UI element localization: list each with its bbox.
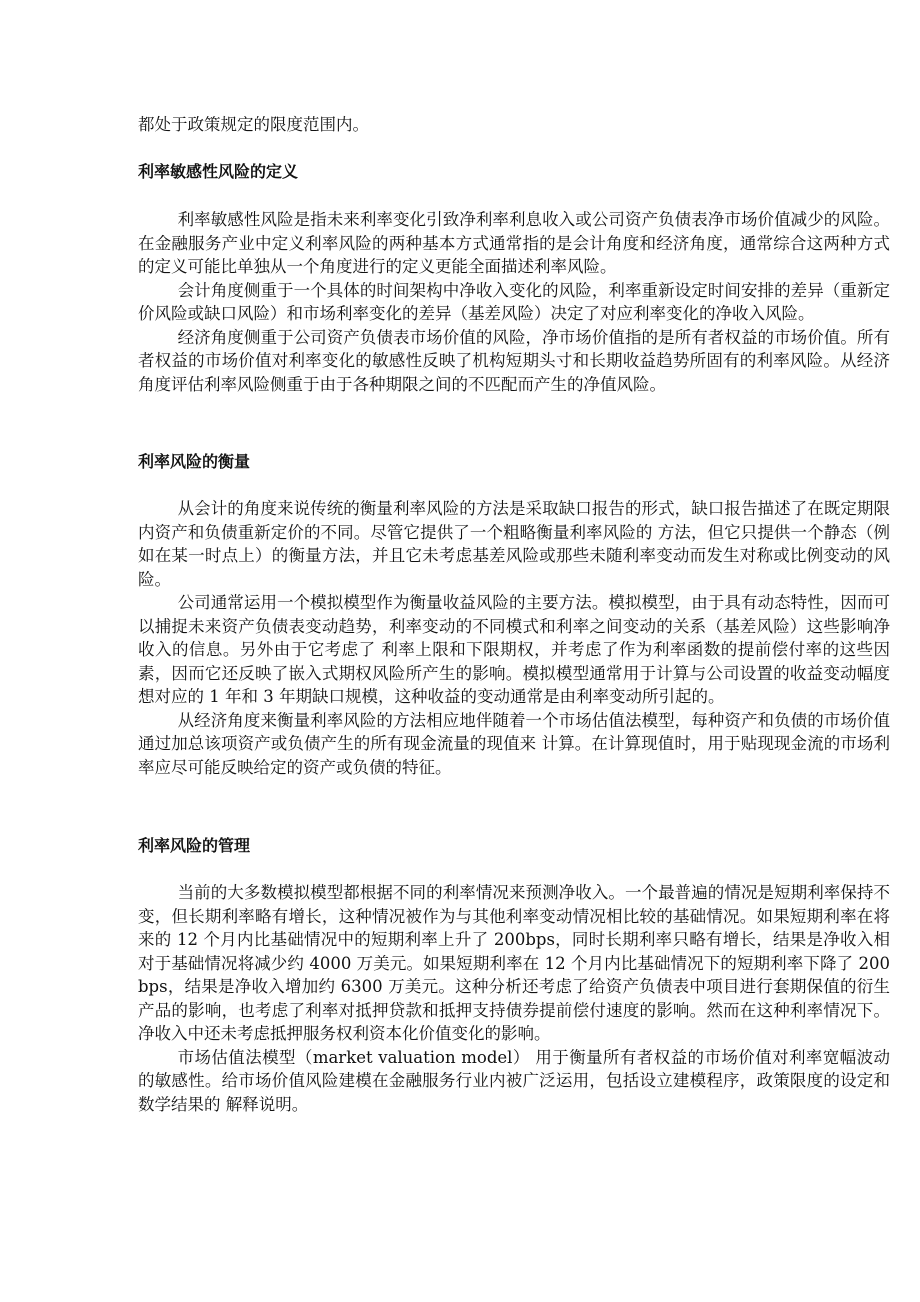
paragraph: 市场估值法模型（market valuation model） 用于衡量所有者权益的市场价值对利率宽幅波动的敏感性。给市场价值风险建模在金融服务行业内被广泛运用，包括设立建模程序，政策限度的设定和数学结果的 解释说明。 bbox=[138, 1047, 890, 1114]
paragraph: 当前的大多数模拟模型都根据不同的利率情况来预测净收入。一个最普遍的情况是短期利率保持不变，但长期利率略有增长，这种情况被作为与其他利率变动情况相比较的基础情况。如果短期利率在将来的 12 个月内比基础情况中的短期利率上升了 200bps，同时长期利率只略有增长，结果是净收入相对于基础情况将减少约 4000 万美元。如果短期利率在 12 个月内比基础情况下的短期利率下降了 200bps，结果是净收入增加约 6300 万美元。这种分析还考虑了给资产负债表中项目进行套期保值的衍生产品的影响，也考虑了利率对抵押贷款和抵押支持债券提前偿付速度的影响。然而在这种利率情况下。净收入中还未考虑抵押服务权利资本化价值变化的影响。 bbox=[138, 883, 890, 1043]
section-measurement-body bbox=[138, 497, 890, 779]
intro-text: 都处于政策规定的限度范围内。 bbox=[138, 115, 369, 134]
section-heading-measurement: 利率风险的衡量 bbox=[138, 452, 251, 471]
paragraph: 会计角度侧重于一个具体的时间架构中净收入变化的风险，利率重新设定时间安排的差异（重新定价风险或缺口风险）和市场利率变化的差异（基差风险）决定了对应利率变化的净收入风险。 bbox=[138, 280, 890, 323]
paragraph: 公司通常运用一个模拟模型作为衡量收益风险的主要方法。模拟模型，由于具有动态特性，因而可以捕捉未来资产负债表变动趋势，利率变动的不同模式和利率之间变动的关系（基差风险）这些影响净收入的信息。另外由于它考虑了 利率上限和下限期权，并考虑了作为利率函数的提前偿付率的这些因素，因而它还反映了嵌入式期权风险所产生的影响。模拟模型通常用于计算与公司设置的收益变动幅度想对应的 1 年和 3 年期缺口规模，这种收益的变动通常是由利率变动所引起的。 bbox=[138, 593, 890, 706]
section-heading-definition: 利率敏感性风险的定义 bbox=[138, 162, 299, 181]
paragraph: 经济角度侧重于公司资产负债表市场价值的风险，净市场价值指的是所有者权益的市场价值。所有者权益的市场价值对利率变化的敏感性反映了机构短期头寸和长期收益趋势所固有的利率风险。从经济角度评估利率风险侧重于由于各种期限之间的不匹配而产生的净值风险。 bbox=[138, 327, 890, 394]
paragraph: 利率敏感性风险是指未来利率变化引致净利率利息收入或公司资产负债表净市场价值减少的风险。在金融服务产业中定义利率风险的两种基本方式通常指的是会计角度和经济角度，通常综合这两种方式的定义可能比单独从一个角度进行的定义更能全面描述利率风险。 bbox=[138, 210, 890, 276]
section-definition-body bbox=[138, 208, 890, 396]
section-heading-management: 利率风险的管理 bbox=[138, 836, 251, 855]
section-management-body bbox=[138, 881, 890, 1116]
paragraph: 从经济角度来衡量利率风险的方法相应地伴随着一个市场估值法模型，每种资产和负债的市场价值通过加总该项资产或负债产生的所有现金流量的现值来 计算。在计算现值时，用于贴现现金流的市场利率应尽可能反映给定的资产或负债的特征。 bbox=[138, 710, 890, 777]
paragraph: 从会计的角度来说传统的衡量利率风险的方法是采取缺口报告的形式，缺口报告描述了在既定期限内资产和负债重新定价的不同。尽管它提供了一个粗略衡量利率风险的 方法，但它只提供一个静态（例如在某一时点上）的衡量方法，并且它未考虑基差风险或那些未随利率变动而发生对称或比例变动的风险。 bbox=[138, 499, 890, 589]
